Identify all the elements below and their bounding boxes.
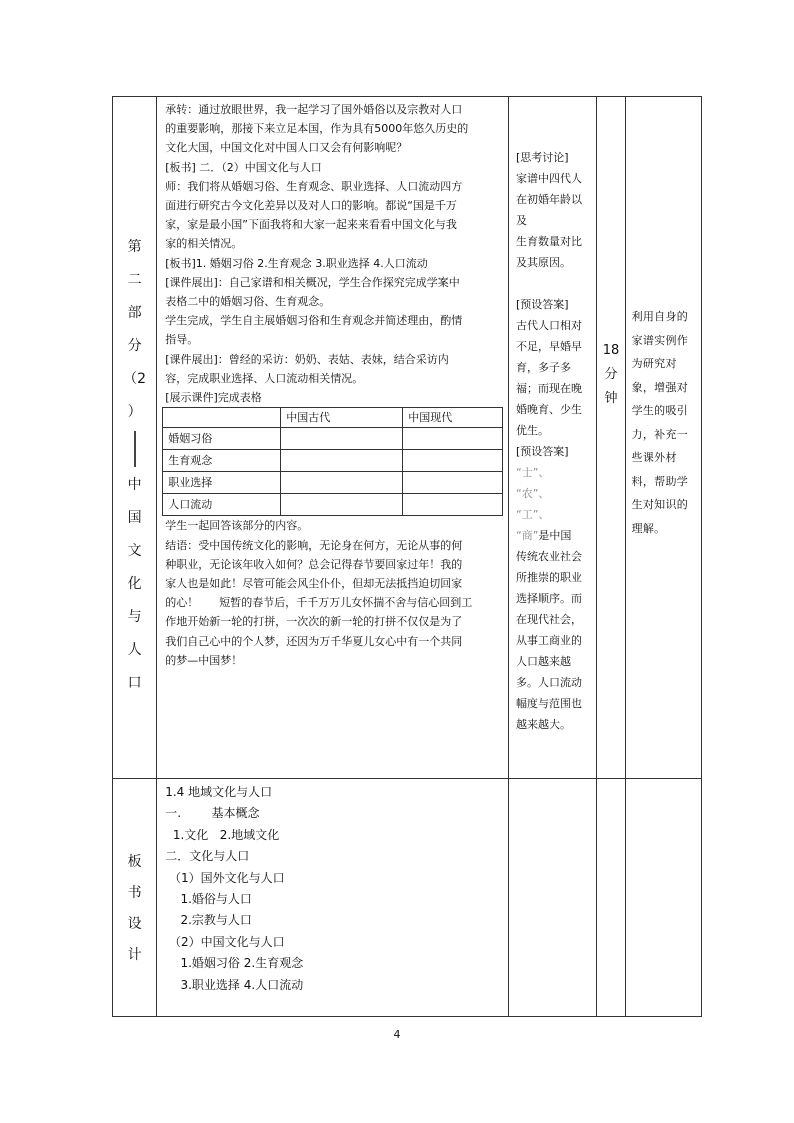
process-line: 我们自己心中的个人梦，还因为万千华夏儿女心中有一个共同 (165, 634, 463, 648)
comparison-row (163, 494, 503, 516)
side-line-tail: 是中国 (538, 529, 572, 542)
note-line: 些课外材 (631, 451, 677, 464)
board-line: 二．文化与人口 (165, 849, 250, 864)
comparison-row-label: 婚姻习俗 (163, 428, 281, 450)
page-number: 4 (393, 1028, 401, 1041)
process-line: [课件展出]：自己家谱和相关概况，学生合作探究完成学案中 (165, 275, 460, 289)
board-line: 1.婚俗与人口 (165, 892, 252, 907)
process-line: 文化大国，中国文化对中国人口又会有何影响呢？ (165, 141, 408, 155)
comparison-cell (281, 428, 403, 450)
comparison-cell (281, 494, 403, 516)
board-label-char: 书 (127, 885, 142, 901)
time-cell (597, 97, 625, 779)
board-label-char: 板 (127, 854, 142, 870)
process-line: [板书] 二．（2）中国文化与人口 (165, 160, 322, 174)
side-line-grey: “士”、 (516, 466, 550, 479)
comparison-cell (403, 428, 503, 450)
comparison-header-row (163, 408, 503, 428)
empty-cell (597, 779, 625, 1017)
comparison-cell (403, 494, 503, 516)
board-label-char: 设 (127, 916, 142, 932)
section-label-cell (113, 97, 157, 779)
comparison-cell (403, 450, 503, 472)
board-line: 1.婚姻习俗 2.生育观念 (165, 956, 304, 971)
process-line: 家的相关情况。 (165, 237, 243, 251)
comparison-header (163, 408, 281, 428)
side-line (516, 525, 594, 546)
note-line: 力，补充一 (631, 427, 689, 441)
process-line: 学生完成，学生自主展婚姻习俗和生育观念并简述理由，酌情 (165, 314, 463, 328)
note-line: 理解。 (631, 521, 666, 535)
comparison-row-label: 生育观念 (163, 450, 281, 472)
side-line: 家谱中四代人 (516, 172, 582, 185)
section-label-char: 国 (127, 510, 142, 526)
comparison-row (163, 472, 503, 494)
process-line: 结语：受中国传统文化的影响，无论身在何方，无论从事的何 (165, 538, 463, 552)
process-line: 指导。 (165, 333, 199, 347)
note-line: 学生的吸引 (631, 404, 689, 417)
section-label-char: 人 (127, 642, 142, 658)
side-line: 越来越大。 (516, 718, 571, 731)
board-line: 2.宗教与人口 (165, 913, 252, 928)
process-line: 面进行研究古今文化差异以及对人口的影响。都说“国是千万 (165, 199, 457, 213)
note-line: 料，帮助学 (631, 474, 689, 488)
side-line: 传统农业社会 (516, 550, 582, 563)
board-line: 3.职业选择 4.人口流动 (165, 977, 304, 992)
think-title: [思考讨论] (516, 151, 569, 164)
note-line: 生对知识的 (631, 498, 689, 511)
side-line: 及其原因。 (516, 256, 571, 269)
side-line: 在现代社会， (516, 613, 582, 626)
side-line: 古代人口相对 (516, 319, 582, 332)
side-line: 优生。 (516, 424, 549, 437)
process-line: [板书]1. 婚姻习俗 2.生育观念 3.职业选择 4.人口流动 (165, 256, 428, 270)
comparison-header: 中国现代 (403, 408, 503, 428)
side-line: 及 (516, 214, 527, 227)
process-line: 的重要影响，那接下来立足本国，作为具有5000年悠久历史的 (165, 122, 469, 136)
board-label-char: 计 (127, 947, 142, 963)
process-line: 承转：通过放眼世界，我一起学习了国外婚俗以及宗教对人口 (165, 103, 463, 116)
time-value: 18 (602, 343, 620, 358)
side-line: 从事工商业的 (516, 634, 582, 647)
board-line: 一. 基本概念 (165, 806, 260, 821)
section-label-char: 与 (127, 609, 142, 625)
side-line: 不足，早婚早 (516, 340, 582, 353)
time-unit: 钟 (604, 391, 618, 406)
comparison-row-label: 人口流动 (163, 494, 281, 516)
comparison-table (162, 407, 503, 516)
empty-cell (625, 779, 701, 1017)
process-line: 的梦—中国梦！ (165, 653, 243, 667)
section-label-char: 口 (127, 675, 142, 691)
side-line-grey: “工”、 (516, 508, 550, 521)
section-label-char: 第 (127, 239, 142, 255)
comparison-header: 中国古代 (281, 408, 403, 428)
empty-cell (509, 779, 597, 1017)
side-line: 幅度与范围也 (516, 697, 582, 710)
comparison-row (163, 450, 503, 472)
side-line: 所推崇的职业 (516, 571, 582, 584)
board-line: （2）中国文化与人口 (165, 934, 285, 949)
side-line: 育，多子多 (516, 361, 571, 374)
side-line: 人口越来越 (516, 655, 571, 668)
board-label-cell (113, 779, 157, 1017)
section-label-char: 部 (127, 305, 142, 321)
process-line: 家人也是如此！尽管可能会风尘仆仆，但却无法抵挡迫切回家 (165, 577, 463, 591)
design-intent-cell (625, 97, 701, 779)
process-line: [课件展出]：曾经的采访：奶奶、表姑、表妹，结合采访内 (165, 352, 449, 366)
section-label-char: （2 (123, 371, 147, 387)
process-line: 表格二中的婚姻习俗、生育观念。 (165, 295, 331, 309)
section-label-char: 分 (127, 338, 142, 354)
answer-title: [预设答案] (516, 445, 569, 458)
note-line: 家谱实例作 (631, 333, 689, 347)
side-line-grey: “商” (516, 529, 539, 542)
board-line: （1）国外文化与人口 (165, 870, 285, 885)
board-design-cell (157, 779, 509, 1017)
section-label-char: ） (127, 404, 142, 420)
section-label-char: 二 (127, 272, 142, 288)
teaching-process-cell (157, 97, 509, 779)
side-line: 在初婚年龄以 (516, 193, 582, 206)
comparison-cell (281, 472, 403, 494)
comparison-cell (281, 450, 403, 472)
section-label-char: 文 (127, 543, 142, 559)
section-label-char: 中 (127, 477, 142, 493)
comparison-row (163, 428, 503, 450)
side-line: 福；而现在晚 (516, 382, 582, 395)
comparison-row-label: 职业选择 (163, 472, 281, 494)
process-line: 容，完成职业选择、人口流动相关情况。 (165, 371, 364, 385)
side-line-grey: “农”、 (516, 487, 550, 500)
note-line: 象，增强对 (631, 380, 689, 394)
process-line: 种职业，无论该年收入如何？总会记得春节要回家过年！我的 (165, 557, 463, 571)
process-line: 家，家是最小国”下面我将和大家一起来来看看中国文化与我 (165, 218, 457, 232)
process-line: 师：我们将从婚姻习俗、生育观念、职业选择、人口流动四方 (165, 179, 463, 193)
side-line: 多。人口流动 (516, 676, 582, 689)
note-line: 利用自身的 (631, 310, 689, 323)
process-line: 作地开始新一轮的打拼，一次次的新一轮的打拼不仅仅是为了 (165, 615, 463, 629)
side-line: 选择顺序。而 (516, 592, 582, 605)
lesson-plan-table (112, 96, 702, 1017)
comparison-cell (403, 472, 503, 494)
time-unit: 分 (604, 367, 618, 382)
side-line: 生育数量对比 (516, 235, 582, 248)
student-activity-cell (509, 97, 597, 779)
vertical-divider (134, 431, 136, 467)
process-line: 学生一起回答该部分的内容。 (165, 519, 309, 533)
board-line: 1.4 地域文化与人口 (165, 785, 273, 799)
section-label-char: 化 (127, 576, 142, 592)
side-line: 婚晚育、少生 (516, 403, 582, 416)
board-line: 1.文化 2.地域文化 (165, 827, 280, 842)
process-line: 的心！ 短暂的春节后，千千万万儿女怀揣不舍与信心回到工 (165, 596, 473, 610)
answer-title: [预设答案] (516, 298, 569, 311)
note-line: 为研究对 (631, 357, 677, 370)
process-line: [展示课件]完成表格 (165, 391, 262, 405)
